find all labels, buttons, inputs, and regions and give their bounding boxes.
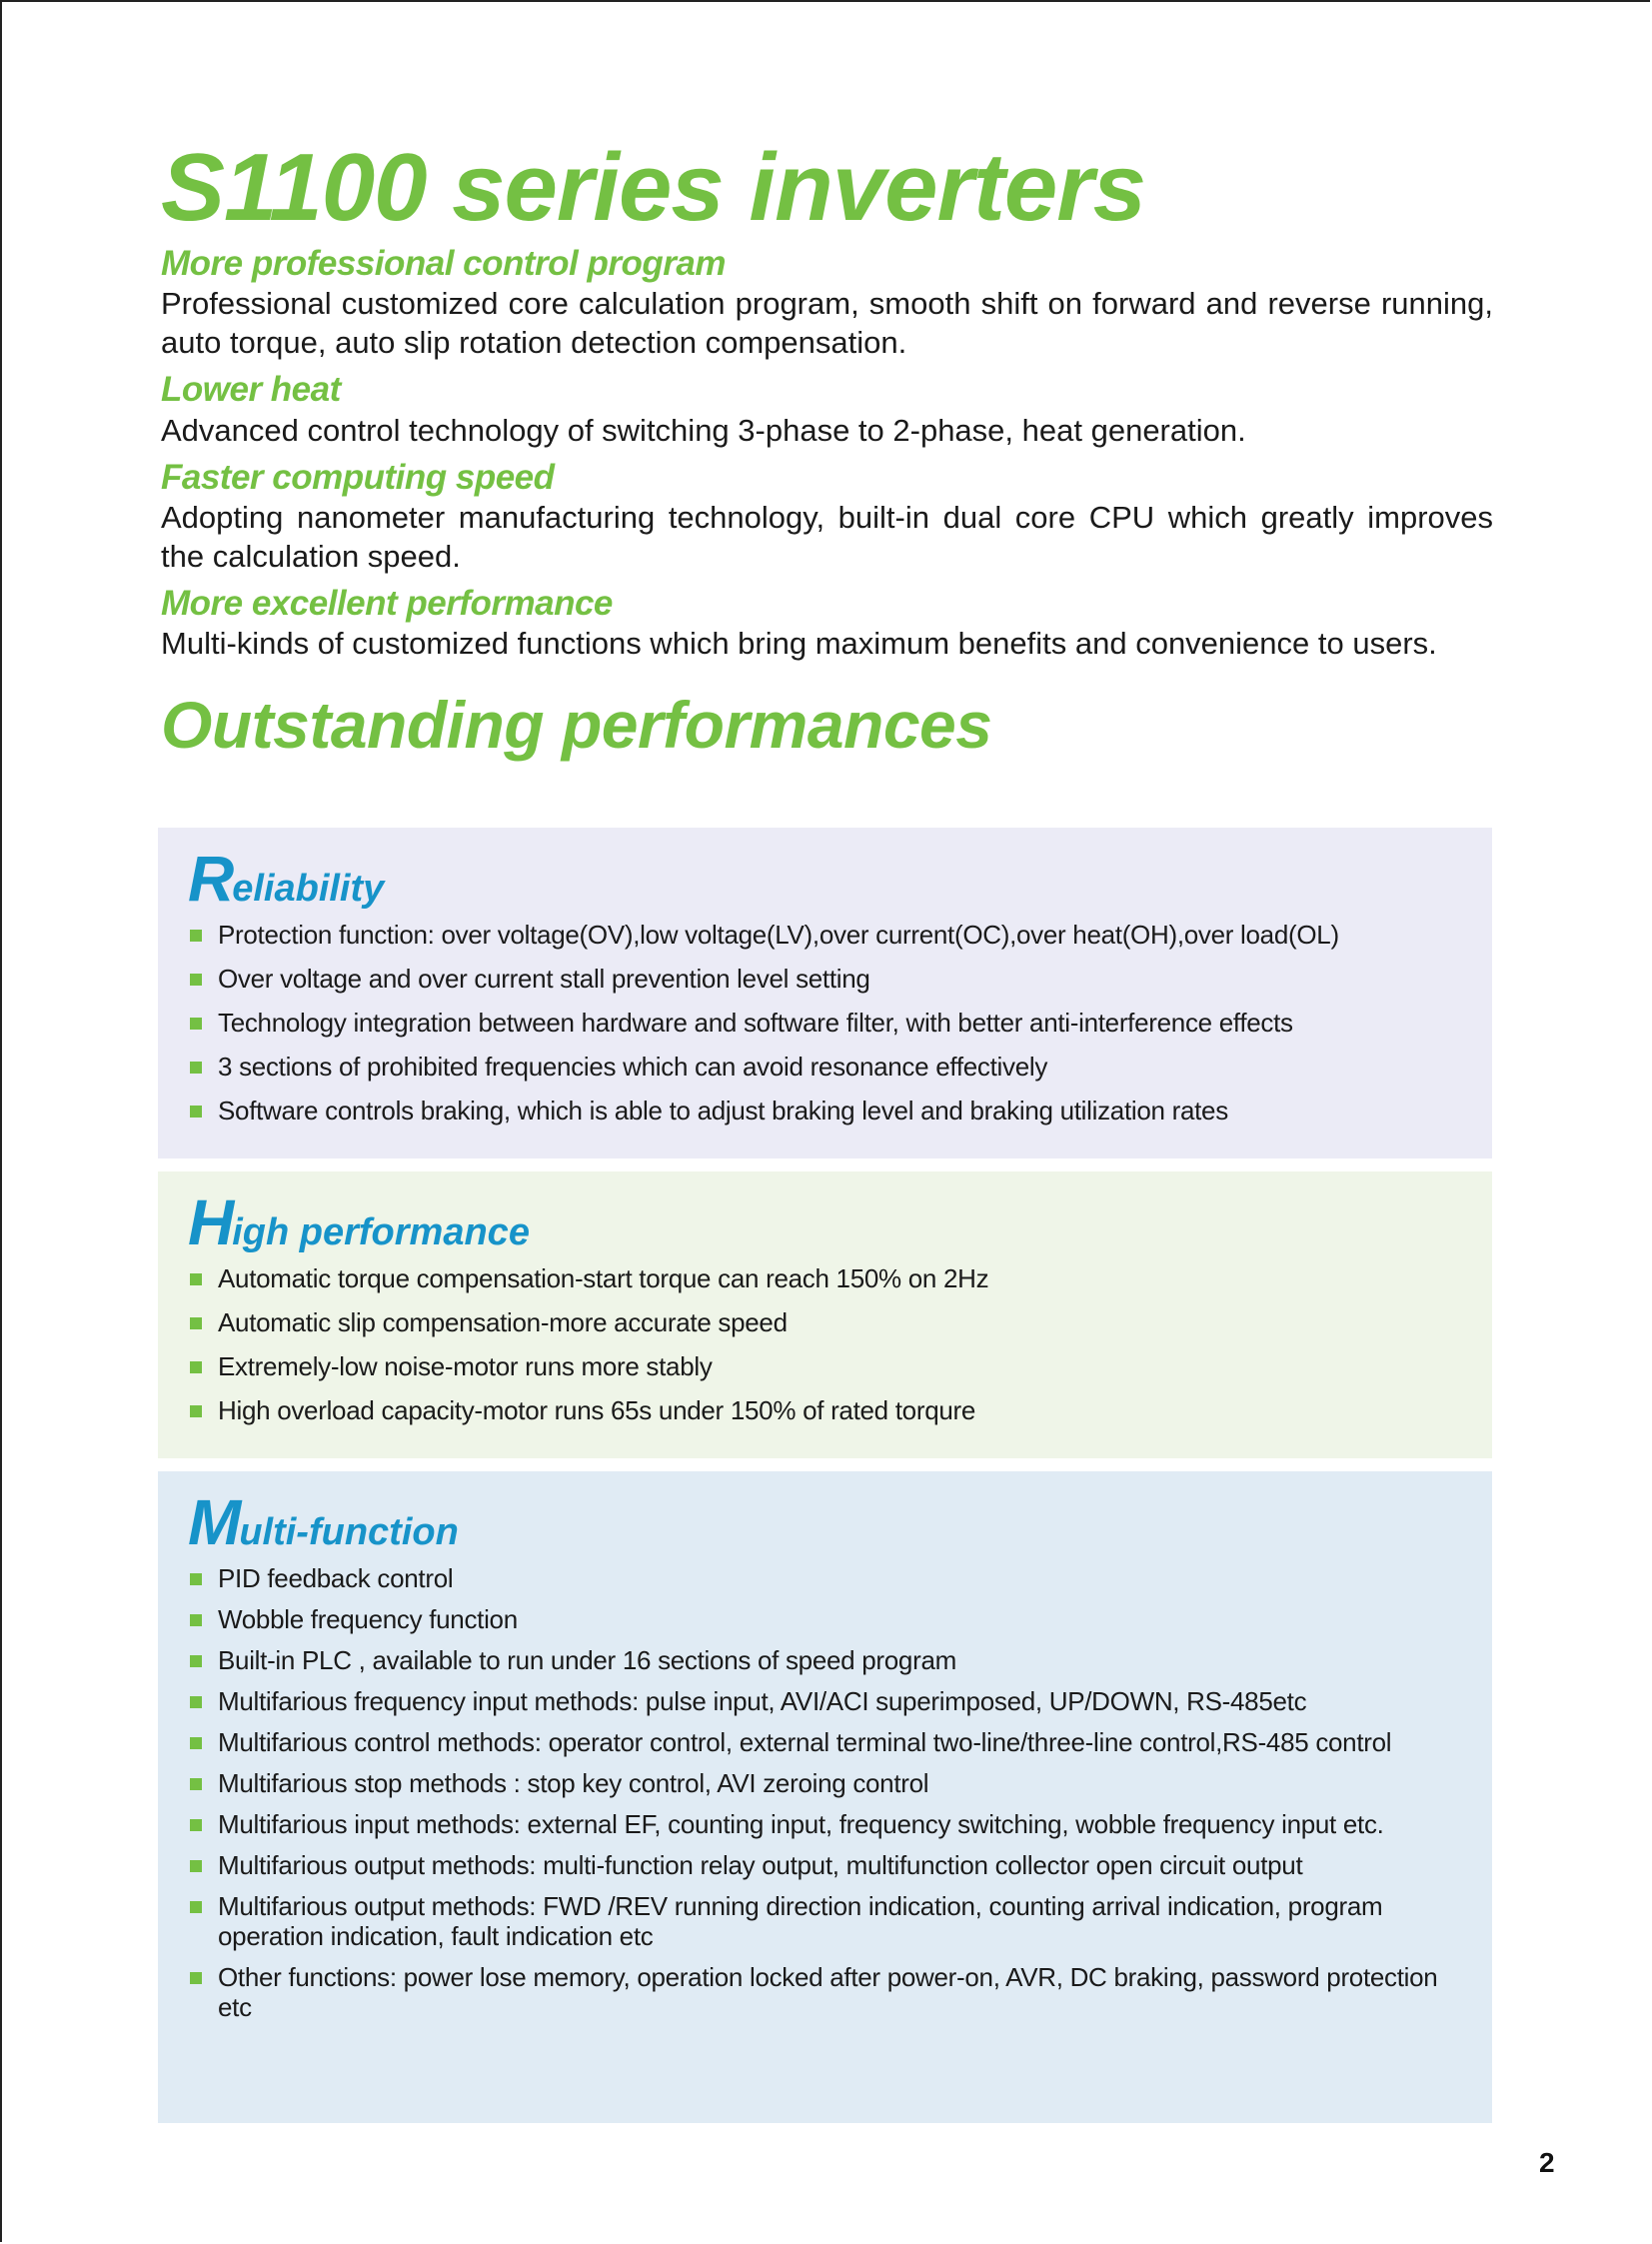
reliability-title-rest: eliability bbox=[232, 868, 385, 910]
square-bullet-icon bbox=[190, 1317, 202, 1329]
list-item bbox=[188, 1563, 1468, 1593]
list-item-text: Automatic torque compensation-start torque can reach 150% on 2Hz bbox=[218, 1263, 989, 1293]
intro-content bbox=[161, 134, 1493, 762]
section-heading-lower-heat: Lower heat bbox=[161, 370, 341, 410]
multi-function-title-initial: M bbox=[188, 1486, 240, 1558]
square-bullet-icon bbox=[190, 1361, 202, 1373]
square-bullet-icon bbox=[190, 1062, 202, 1074]
list-item-text: Automatic slip compensation-more accurate speed bbox=[218, 1307, 788, 1337]
list-item-text: Multifarious output methods: FWD /REV running direction indication, counting arrival indication, program operation indication, fault indication etc bbox=[218, 1891, 1383, 1951]
square-bullet-icon bbox=[190, 1737, 202, 1749]
list-item bbox=[188, 1604, 1468, 1634]
list-item bbox=[188, 1768, 1468, 1798]
list-item-text: Multifarious frequency input methods: pulse input, AVI/ACI superimposed, UP/DOWN, RS-485etc bbox=[218, 1686, 1307, 1716]
list-item-text: Wobble frequency function bbox=[218, 1604, 518, 1634]
multi-function-list bbox=[188, 1563, 1468, 2022]
high-performance-title bbox=[188, 1186, 1468, 1258]
list-item bbox=[188, 1850, 1468, 1880]
list-item bbox=[188, 1809, 1468, 1839]
section-body-excellent-performance: Multi-kinds of customized functions which bring maximum benefits and convenience to users. bbox=[161, 626, 1437, 661]
list-item bbox=[188, 1351, 1468, 1381]
square-bullet-icon bbox=[190, 1901, 202, 1913]
square-bullet-icon bbox=[190, 1778, 202, 1790]
outstanding-performances-title: Outstanding performances bbox=[161, 688, 992, 762]
square-bullet-icon bbox=[190, 1018, 202, 1030]
multi-function-title bbox=[188, 1486, 1468, 1558]
list-item-text: 3 sections of prohibited frequencies which can avoid resonance effectively bbox=[218, 1052, 1048, 1082]
list-item-text: Software controls braking, which is able to adjust braking level and braking utilization rates bbox=[218, 1096, 1228, 1125]
high-performance-panel bbox=[158, 1171, 1492, 1458]
square-bullet-icon bbox=[190, 1273, 202, 1285]
list-item-text: High overload capacity-motor runs 65s under 150% of rated torqure bbox=[218, 1395, 976, 1425]
list-item-text: Multifarious output methods: multi-function relay output, multifunction collector open circuit output bbox=[218, 1850, 1303, 1880]
multi-function-title-rest: ulti-function bbox=[239, 1511, 459, 1553]
reliability-panel bbox=[158, 828, 1492, 1158]
list-item-text: Over voltage and over current stall prevention level setting bbox=[218, 964, 870, 994]
section-heading-excellent-performance: More excellent performance bbox=[161, 583, 613, 623]
section-body-lower-heat: Advanced control technology of switching 3-phase to 2-phase, heat generation. bbox=[161, 412, 1246, 448]
high-performance-title-initial: H bbox=[188, 1186, 233, 1258]
list-item-text: Multifarious control methods: operator control, external terminal two-line/three-line control,RS-485 control bbox=[218, 1727, 1392, 1757]
list-item-text: Built-in PLC , available to run under 16 sections of speed program bbox=[218, 1645, 956, 1675]
square-bullet-icon bbox=[190, 1106, 202, 1118]
multi-function-panel bbox=[158, 1471, 1492, 2123]
high-performance-list bbox=[188, 1263, 1468, 1425]
page-title: S1100 series inverters bbox=[161, 134, 1145, 241]
list-item bbox=[188, 1263, 1468, 1293]
square-bullet-icon bbox=[190, 1696, 202, 1708]
square-bullet-icon bbox=[190, 1972, 202, 1984]
list-item-text: Protection function: over voltage(OV),low voltage(LV),over current(OC),over heat(OH),over load(OL) bbox=[218, 920, 1339, 950]
high-performance-title-rest: igh performance bbox=[232, 1211, 530, 1253]
reliability-title-initial: R bbox=[188, 843, 233, 915]
square-bullet-icon bbox=[190, 974, 202, 986]
list-item-text: Technology integration between hardware and software filter, with better anti-interference effects bbox=[218, 1008, 1293, 1038]
square-bullet-icon bbox=[190, 1614, 202, 1626]
section-body-computing-speed: Adopting nanometer manufacturing technology, built-in dual core CPU which greatly improves the calculation speed. bbox=[161, 499, 1493, 574]
list-item bbox=[188, 1307, 1468, 1337]
list-item bbox=[188, 964, 1468, 994]
page-number: 2 bbox=[1539, 2147, 1555, 2178]
section-heading-control-program: More professional control program bbox=[161, 244, 726, 283]
reliability-title bbox=[188, 843, 1468, 915]
list-item bbox=[188, 1962, 1468, 2022]
list-item bbox=[188, 1727, 1468, 1757]
list-item bbox=[188, 1096, 1468, 1125]
square-bullet-icon bbox=[190, 930, 202, 942]
section-heading-computing-speed: Faster computing speed bbox=[161, 457, 555, 497]
list-item-text: Other functions: power lose memory, operation locked after power-on, AVR, DC braking, password protection etc bbox=[218, 1962, 1438, 2022]
list-item-text: Multifarious input methods: external EF, counting input, frequency switching, wobble frequency input etc. bbox=[218, 1809, 1384, 1839]
list-item bbox=[188, 1395, 1468, 1425]
square-bullet-icon bbox=[190, 1819, 202, 1831]
list-item bbox=[188, 1008, 1468, 1038]
square-bullet-icon bbox=[190, 1405, 202, 1417]
section-body-control-program: Professional customized core calculation program, smooth shift on forward and reverse running, auto torque, auto slip rotation detection compensation. bbox=[161, 286, 1493, 361]
list-item-text: Extremely-low noise-motor runs more stably bbox=[218, 1351, 713, 1381]
list-item bbox=[188, 920, 1468, 950]
list-item bbox=[188, 1686, 1468, 1716]
list-item-text: PID feedback control bbox=[218, 1563, 454, 1593]
square-bullet-icon bbox=[190, 1860, 202, 1872]
list-item-text: Multifarious stop methods : stop key control, AVI zeroing control bbox=[218, 1768, 929, 1798]
list-item bbox=[188, 1891, 1468, 1951]
square-bullet-icon bbox=[190, 1573, 202, 1585]
square-bullet-icon bbox=[190, 1655, 202, 1667]
list-item bbox=[188, 1645, 1468, 1675]
reliability-list bbox=[188, 920, 1468, 1125]
list-item bbox=[188, 1052, 1468, 1082]
